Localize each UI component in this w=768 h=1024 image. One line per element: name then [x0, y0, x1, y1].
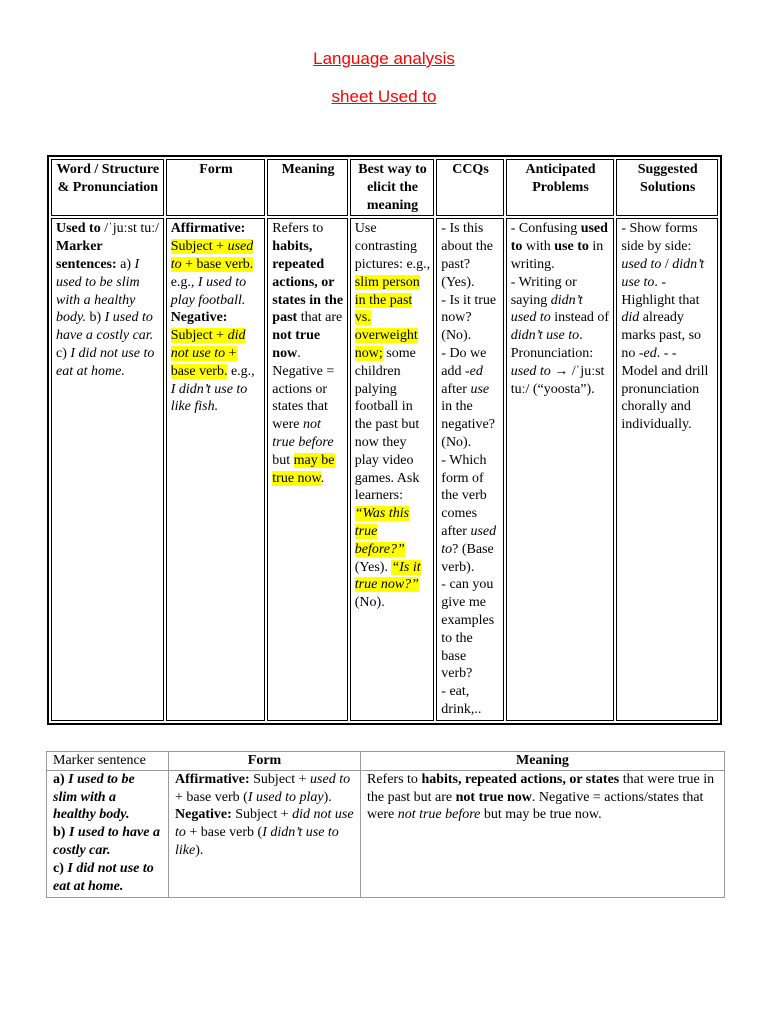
ccq-item: after — [441, 381, 471, 397]
marker-a-label: a) — [53, 771, 69, 787]
ccq-item: - eat, drink,.. — [441, 684, 482, 717]
title-word-used-to: Used to — [377, 87, 437, 106]
neg-eg: e.g., — [227, 363, 255, 379]
header-form: Form — [166, 159, 266, 216]
title-line-1: Language analysis — [313, 49, 455, 68]
ccq-item: in the negative? (No). — [441, 399, 495, 450]
elicit-question-2: “Is it true now?” — [354, 559, 421, 593]
pronunciation: /ˈjuːst tuː/ — [100, 221, 160, 237]
problem-text: - Writing or saying — [510, 274, 577, 308]
header-solutions: Suggested Solutions — [616, 159, 718, 216]
problem-italic: used to — [510, 363, 551, 379]
problem-text: with — [522, 239, 555, 255]
summary-cell-marker — [47, 770, 169, 897]
summary-header-meaning: Meaning — [361, 752, 725, 771]
problem-text: . — [579, 328, 583, 344]
header-meaning: Meaning — [267, 159, 347, 216]
summary-cell-meaning — [361, 770, 725, 897]
form-text: + base verb ( — [175, 789, 248, 805]
negative-example: I didn’t use to like fish. — [170, 381, 248, 415]
problem-italic: didn’t used to — [510, 292, 583, 326]
meaning-bold: habits, repeated actions, or states — [421, 771, 620, 787]
table-row — [47, 770, 725, 897]
header-problems: Anticipated Problems — [506, 159, 615, 216]
meaning-text: Refers to — [367, 771, 422, 787]
elicit-text: some children palying football in the past but now they play video games. Ask learners: — [354, 345, 420, 504]
cell-ccqs — [436, 218, 503, 720]
summary-neg-label: Negative: — [175, 807, 232, 823]
meaning-bold: not true now — [272, 328, 321, 361]
cell-word-structure — [51, 218, 164, 720]
summary-marker-c: I did not use to eat at home. — [53, 860, 154, 894]
meaning-text: that are — [297, 310, 343, 326]
marker-a-label: a) — [116, 256, 135, 272]
solution-text: - Show forms side by side: — [621, 221, 698, 255]
ccq-item: - Which form of the verb comes after — [441, 452, 487, 539]
ccq-item: - Do we add — [441, 345, 487, 379]
elicit-text: Use contrasting pictures: e.g., — [354, 221, 431, 272]
meaning-text: . Negative = actions or states that were — [272, 345, 335, 433]
solution-text: . - Highlight that — [621, 274, 700, 308]
language-analysis-table — [47, 155, 722, 725]
header-elicit: Best way to elicit the meaning — [350, 159, 435, 216]
form-italic: I used to play — [247, 789, 324, 805]
cell-form — [166, 218, 266, 720]
summary-marker-b: I used to have a costly car. — [53, 825, 160, 858]
problem-text: Pronunciation: — [510, 345, 594, 361]
cell-elicit — [350, 218, 435, 720]
problem-text: → /ˈjuːst tuː/ (“yoosta”). — [510, 363, 605, 397]
affirmative-example: I used to play football. — [170, 274, 247, 308]
negative-label: Negative: — [170, 310, 228, 326]
solution-text: / — [661, 256, 673, 272]
elicit-text: (Yes). — [354, 559, 392, 575]
problem-bold: used to — [510, 221, 608, 255]
meaning-text: but — [272, 452, 294, 468]
form-text: ). — [323, 789, 332, 805]
header-word-structure: Word / Structure & Pronunciation — [51, 159, 164, 216]
form-italic: did not use to — [175, 807, 354, 841]
marker-c-label: c) — [53, 860, 68, 876]
marker-b-label: b) — [85, 310, 105, 326]
summary-marker-a: I used to be slim with a healthy body. — [53, 771, 135, 823]
affirmative-structure — [171, 239, 254, 272]
form-text: + base verb ( — [185, 825, 263, 841]
meaning-text: . Negative = actions/states that were — [367, 789, 704, 823]
meaning-text: that were true in the past but are — [367, 771, 715, 805]
meaning-bold: habits, repeated actions, or states in the past — [272, 239, 344, 326]
summary-table — [46, 751, 725, 898]
solution-italic: used to — [621, 256, 662, 272]
form-text: ). — [195, 842, 204, 858]
cell-problems — [506, 218, 615, 720]
problem-italic: didn’t use to — [510, 328, 580, 344]
term-used-to: Used to — [56, 221, 101, 237]
marker-label: Marker sentences: — [56, 239, 117, 272]
meaning-text: but may be true now. — [480, 807, 602, 823]
elicit-highlight: slim person in the past vs. overweight now; — [354, 274, 420, 361]
neg-subject: Subject + — [170, 328, 228, 344]
ccq-item: - can you give me examples to the base verb? — [441, 577, 495, 682]
title-word-sheet: sheet — [331, 87, 374, 106]
ccq-item: - Is this about the past? (Yes). — [441, 221, 493, 290]
affirmative-label: Affirmative: — [170, 221, 246, 237]
neg-rest: + base verb. — [170, 345, 237, 379]
problem-bold: use to — [554, 239, 589, 255]
solution-italic: -ed — [638, 345, 657, 361]
aff-eg: e.g., — [170, 274, 198, 290]
summary-header-form: Form — [169, 752, 361, 771]
meaning-bold: not true now — [455, 789, 532, 805]
solution-italic: did — [621, 310, 640, 326]
marker-sentence-a: I used to be slim with a healthy body. — [56, 256, 140, 326]
summary-cell-form — [169, 770, 361, 897]
meaning-italic: not true before — [272, 417, 334, 450]
ccq-italic: -ed — [465, 363, 483, 379]
problem-text: in writing. — [510, 239, 604, 272]
marker-b-label: b) — [53, 825, 69, 841]
solution-text: . - - Model and drill pronunciation chorally and individually. — [621, 345, 709, 433]
problem-text: - Confusing — [510, 221, 581, 237]
meaning-text: Refers to — [272, 221, 324, 237]
marker-c-label: c) — [56, 345, 71, 361]
form-text: Subject + — [249, 771, 311, 787]
aff-subject: Subject + — [170, 239, 228, 255]
aff-rest: + base verb. — [181, 256, 254, 272]
meaning-italic: not true before — [397, 807, 481, 823]
cell-solutions — [616, 218, 718, 720]
cell-meaning — [267, 218, 347, 720]
summary-aff-label: Affirmative: — [175, 771, 250, 787]
summary-header-marker: Marker sentence — [47, 752, 169, 771]
header-ccqs: CCQs — [436, 159, 503, 216]
marker-sentence-b: I used to have a costly car. — [56, 310, 154, 344]
solution-italic: didn’t use to — [621, 256, 705, 290]
form-italic: used to — [310, 771, 351, 787]
table-row — [51, 218, 718, 720]
neg-did-not-use-to: did not use to — [170, 328, 246, 361]
solution-text: already marks past, so no — [621, 310, 702, 361]
table-header-row — [51, 159, 718, 216]
ccq-item: - Is it true now? (No). — [441, 292, 497, 344]
form-italic: I didn’t use to like — [175, 825, 339, 858]
marker-sentence-c: I did not use to eat at home. — [56, 345, 155, 379]
ccq-item: ? (Base verb). — [441, 541, 494, 575]
meaning-text: . — [320, 470, 325, 486]
title-line-2 — [0, 86, 768, 108]
problem-text: instead of — [550, 310, 610, 326]
document-title — [0, 48, 768, 108]
aff-used-to: used to — [170, 239, 254, 272]
meaning-highlight: may be true now — [272, 452, 335, 486]
ccq-italic: use — [470, 381, 490, 397]
elicit-question-1: “Was this true before?” — [354, 506, 410, 557]
summary-header-row — [47, 752, 725, 771]
form-text: Subject + — [231, 807, 293, 823]
elicit-text: (No). — [354, 595, 385, 611]
ccq-italic: used to — [441, 523, 497, 557]
